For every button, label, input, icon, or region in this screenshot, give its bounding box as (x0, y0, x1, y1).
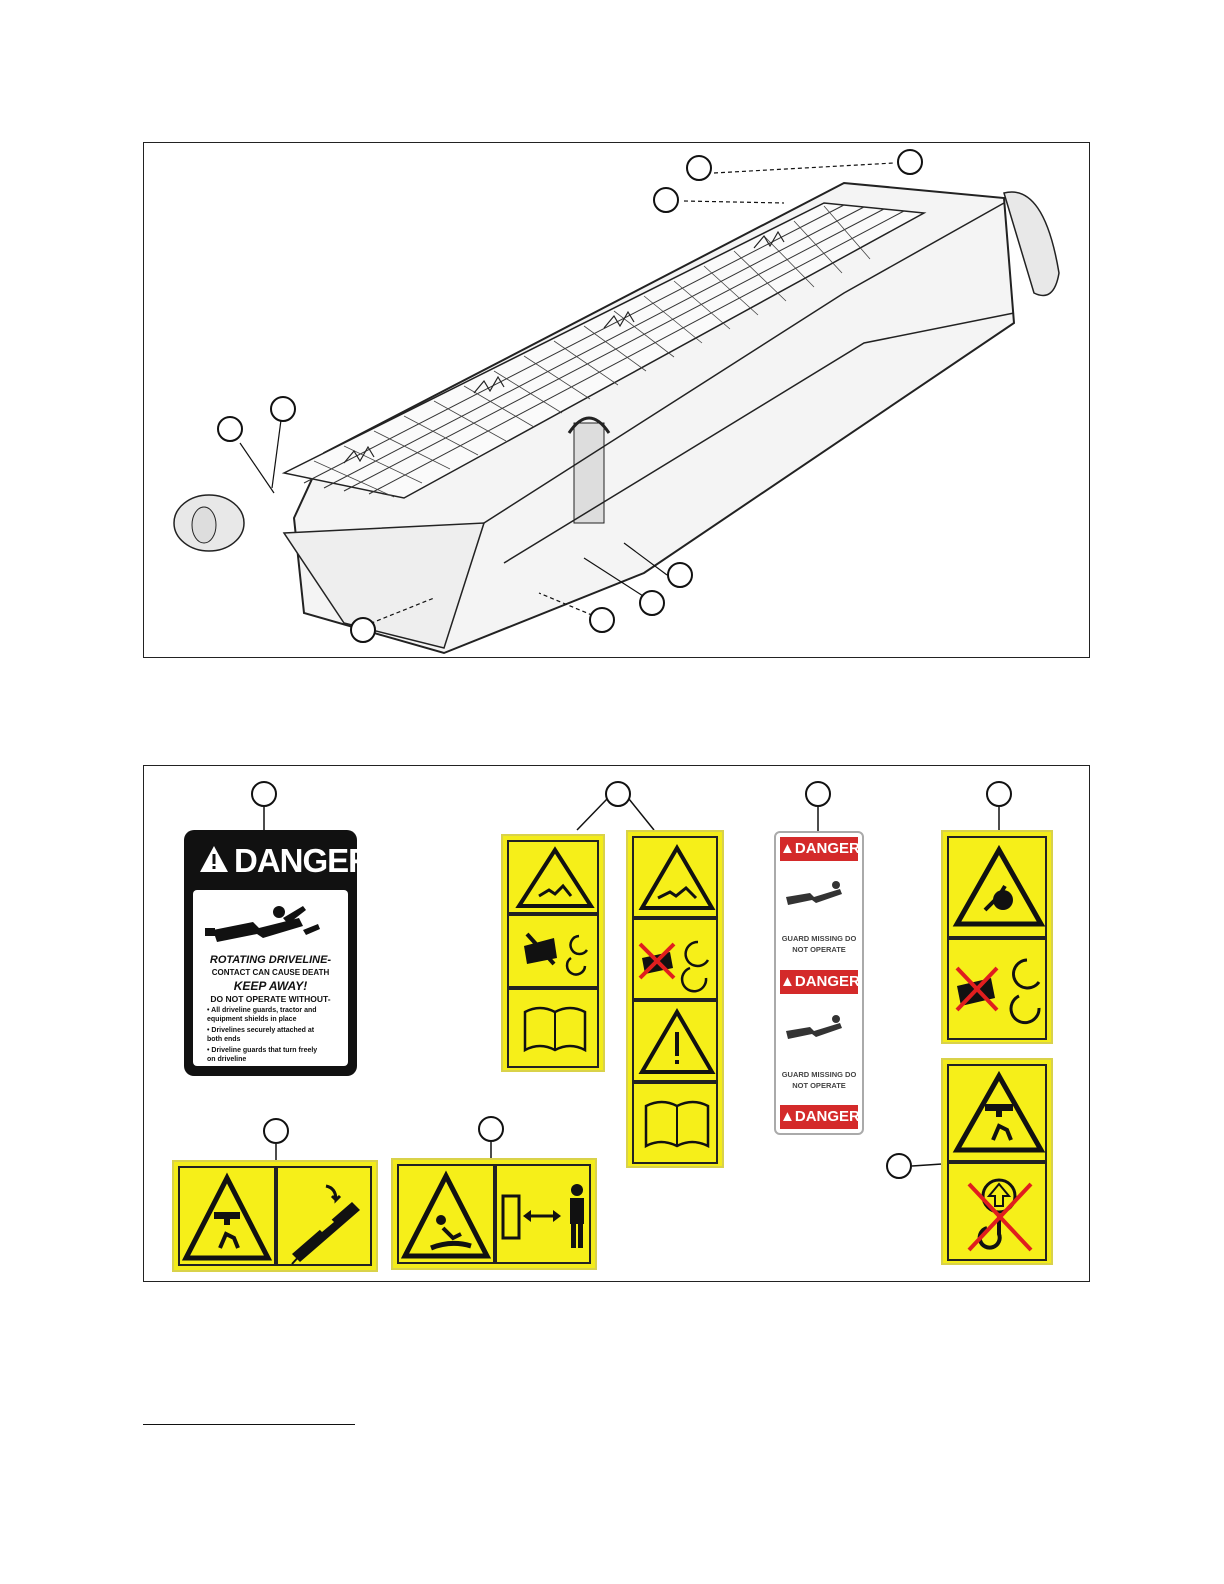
decal-bullet-3: • Driveline guards that turn freely on driveline (207, 1047, 318, 1063)
decal-title: ROTATING DRIVELINE- (209, 954, 332, 966)
shaft-hazard-cell (507, 914, 599, 988)
cylinder-lock-icon (278, 1168, 374, 1268)
callout-6 (667, 562, 693, 588)
danger-header-1-text: DANGER (794, 840, 860, 857)
decal-auger-entanglement (941, 830, 1053, 1044)
decal-crush-cylinder (172, 1160, 378, 1272)
footnote-rule (143, 1424, 355, 1425)
decal-danger-rotating-driveline (184, 830, 372, 1076)
operator-manual-icon-2 (634, 1084, 720, 1162)
driveline-entanglement-icon (193, 890, 348, 960)
decals-frame (143, 765, 1090, 1282)
decal-line3: DO NOT OPERATE WITHOUT- (210, 994, 331, 1004)
decal-danger-header: DANGER (234, 842, 372, 879)
entanglement-warning-icon (509, 842, 601, 912)
callout-9 (350, 617, 376, 643)
decal-danger-body (193, 890, 348, 1066)
decal-slip-keep-distance (391, 1158, 597, 1270)
decal-entanglement-4-panel (626, 830, 724, 1168)
guard-hazard-icon-1 (776, 867, 862, 917)
manual-cell-2 (632, 1082, 718, 1164)
danger-header-2-text: DANGER (794, 973, 860, 990)
callout-5 (270, 396, 296, 422)
slip-cell (397, 1164, 495, 1264)
auger-warning-icon (949, 838, 1049, 936)
auger-prohibited-icon (949, 940, 1049, 1038)
keep-distance-cell (495, 1164, 591, 1264)
keep-distance-icon (497, 1166, 593, 1266)
auger-warning-cell (947, 836, 1047, 938)
crush-cell (178, 1166, 276, 1266)
no-lift-hook-icon (949, 1164, 1049, 1259)
decal-entanglement-3-panel (501, 834, 605, 1072)
callout-7 (639, 590, 665, 616)
guard-missing-msg-2: GUARD MISSING DO NOT OPERATE (781, 1070, 857, 1090)
decal-bullet-2: • Drivelines securely attached at both ends (207, 1027, 315, 1043)
entanglement-warning-icon-2 (634, 838, 720, 916)
manual-cell (507, 988, 599, 1068)
operator-manual-icon (509, 990, 601, 1066)
danger-header-1: ▲DANGER (780, 837, 858, 861)
general-warning-cell (632, 1000, 718, 1082)
shaft-prohibited-cell (632, 918, 718, 1000)
shaft-prohibited-icon (634, 920, 720, 998)
machine-illustration-frame (143, 142, 1090, 658)
danger-header-3: ▲DANGER (780, 1105, 858, 1129)
exclamation-warning-icon (634, 1002, 720, 1080)
callout-3 (653, 187, 679, 213)
decal-line1: CONTACT CAN CAUSE DEATH (211, 968, 330, 977)
callout-4 (217, 416, 243, 442)
crush-warning-icon (949, 1066, 1049, 1160)
auger-prohibited-cell (947, 938, 1047, 1040)
guard-hazard-icon-2 (776, 1001, 862, 1051)
callout-1 (686, 155, 712, 181)
hand-shaft-icon (509, 916, 601, 986)
callout-8 (589, 607, 615, 633)
decal-bullet-1: • All driveline guards, tractor and equipment shields in place (207, 1007, 317, 1023)
guard-missing-msg-1: GUARD MISSING DO NOT OPERATE (781, 934, 857, 954)
slip-hazard-icon (399, 1166, 493, 1266)
cylinder-lock-cell (276, 1166, 372, 1266)
decal-line2: KEEP AWAY! (233, 979, 308, 993)
crush-hazard-icon (180, 1168, 274, 1268)
decal-guard-missing-strip (774, 831, 864, 1135)
danger-header-3-text: DANGER (794, 1108, 860, 1125)
danger-header-2: ▲DANGER (780, 970, 858, 994)
decal-crush-no-lift-hook (941, 1058, 1053, 1265)
no-lift-hook-cell (947, 1162, 1047, 1261)
entanglement-warning-cell-2 (632, 836, 718, 918)
crush-warning-cell (947, 1064, 1047, 1162)
entanglement-warning-cell (507, 840, 599, 914)
callout-2 (897, 149, 923, 175)
